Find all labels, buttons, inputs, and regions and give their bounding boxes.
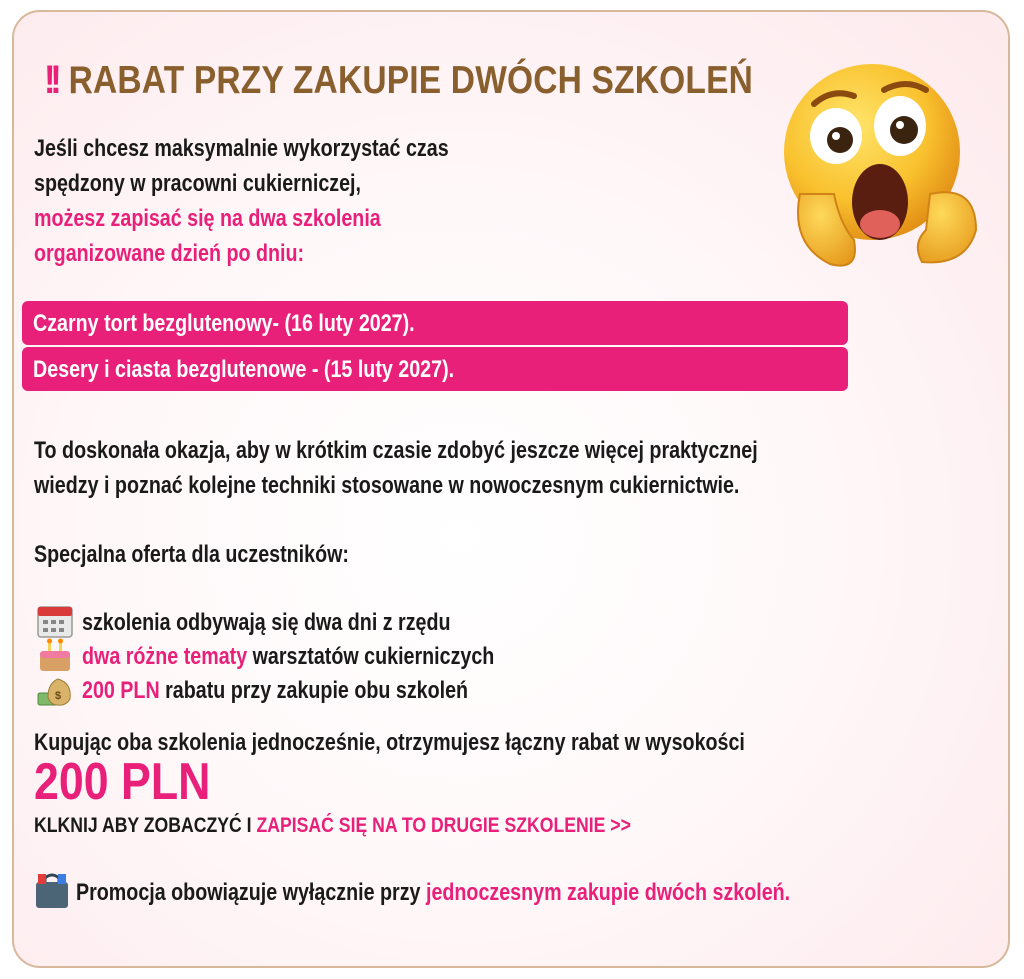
intro-line-3: możesz zapisać się na dwa szkolenia	[34, 205, 381, 232]
paragraph-line-1: To doskonała okazja, aby w krótkim czasie zdobyć jeszcze więcej praktycznej	[34, 437, 758, 464]
intro-line-1: Jeśli chcesz maksymalnie wykorzystać czas	[34, 135, 449, 162]
shopping-bag-icon	[32, 870, 72, 910]
course-label: Czarny tort bezglutenowy- (16 luty 2027).	[33, 310, 415, 337]
cake-icon	[36, 637, 74, 673]
offer-item-text: warsztatów cukierniczych	[247, 643, 495, 670]
offer-heading: Specjalna oferta dla uczestników:	[34, 541, 349, 568]
course-item-2	[22, 347, 848, 391]
title-text: RABAT PRZY ZAKUPIE DWÓCH SZKOLEŃ	[68, 59, 754, 102]
offer-item-highlight: 200 PLN	[82, 677, 160, 704]
calendar-icon	[36, 604, 74, 638]
paragraph-line-2: wiedzy i poznać kolejne techniki stosowane w nowoczesnym cukiernictwie.	[34, 472, 740, 499]
svg-text:$: $	[55, 690, 62, 702]
cta-prefix: KLKNIJ ABY ZOBACZYĆ I	[34, 814, 257, 837]
footer-note	[76, 876, 790, 909]
intro-line-2: spędzony w pracowni cukierniczej,	[34, 170, 362, 197]
offer-item-text: rabatu przy zakupie obu szkoleń	[159, 677, 469, 704]
cta-line	[34, 814, 631, 838]
offer-item-2	[82, 640, 494, 673]
shocked-face-icon	[780, 44, 980, 274]
footer-highlight: jednoczesnym zakupie dwóch szkoleń.	[425, 879, 791, 906]
course-item-1	[22, 301, 848, 345]
signup-second-course-link[interactable]: ZAPISAĆ SIĘ NA TO DRUGIE SZKOLENIE >>	[256, 814, 631, 837]
offer-item-text: szkolenia odbywają się dwa dni z rzędu	[82, 609, 451, 636]
double-exclamation-icon: !!	[44, 58, 57, 102]
offer-item-highlight: dwa różne tematy	[82, 643, 248, 670]
discount-amount: 200 PLN	[34, 753, 211, 811]
offer-item-1	[82, 606, 451, 639]
page-title	[44, 58, 753, 103]
money-bag-icon	[36, 671, 76, 707]
discount-line: Kupując oba szkolenia jednocześnie, otrzymujesz łączny rabat w wysokości	[34, 729, 745, 756]
footer-prefix: Promocja obowiązuje wyłącznie przy	[76, 879, 426, 906]
offer-item-3	[82, 674, 468, 707]
intro-line-4: organizowane dzień po dniu:	[34, 240, 305, 267]
course-label: Desery i ciasta bezglutenowe - (15 luty 2027).	[33, 356, 455, 383]
